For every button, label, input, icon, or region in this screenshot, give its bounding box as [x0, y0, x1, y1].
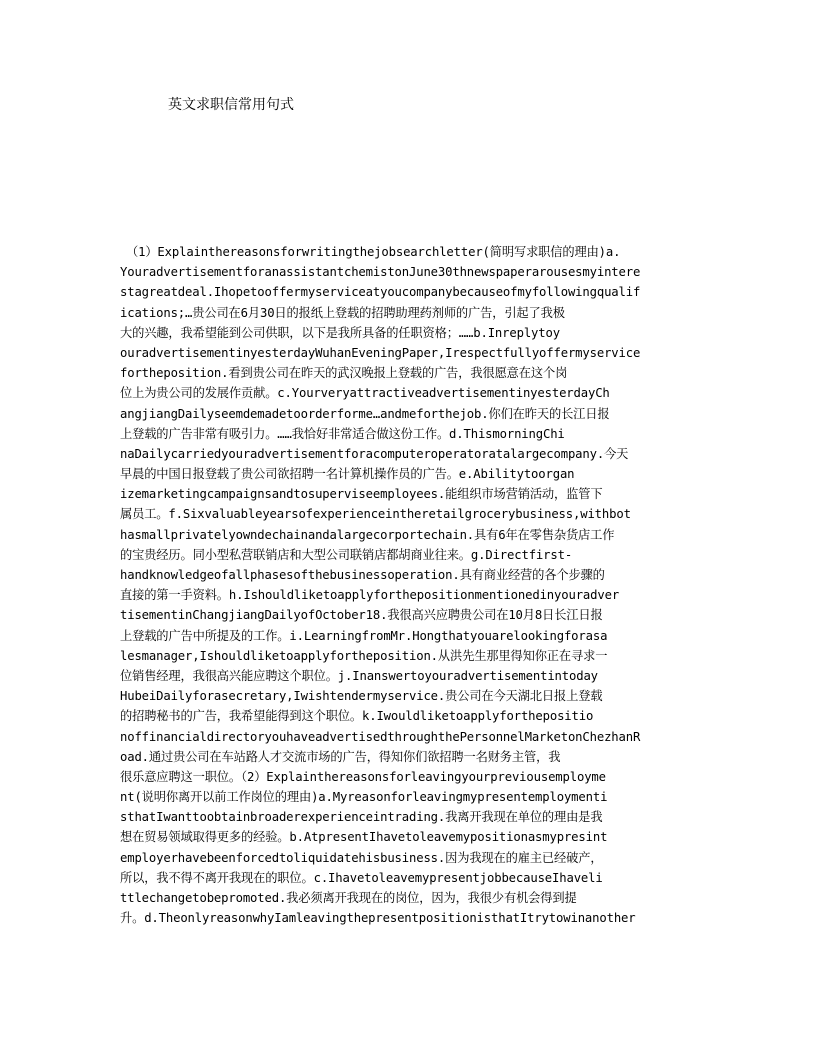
- body-line: （1）Explainthereasonsforwritingthejobsearchletter(简明写求职信的理由)a.: [126, 245, 621, 259]
- body-line: employerhavebeenforcedtoliquidatehisbusiness.因为我现在的雇主已经破产，: [120, 850, 603, 865]
- body-line: 属员工。f.Sixvaluableyearsofexperienceintheretailgrocerybusiness,withbot: [120, 507, 631, 522]
- body-line: stagreatdeal.Ihopetooffermyserviceatyoucompanybecauseofmyfollowingqualif: [120, 285, 641, 300]
- body-line: handknowledgeofallphasesofthebusinessoperation.具有商业经营的各个步骤的: [120, 568, 605, 582]
- body-line: izemarketingcampaignsandtosuperviseemployees.能组织市场营销活动，监管下: [120, 487, 603, 502]
- body-line: 上登载的广告中所提及的工作。i.LearningfromMr.Hongthatyouarelookingforasa: [120, 628, 608, 643]
- body-line: 想在贸易领域取得更多的经验。b.AtpresentIhavetoleavemypositionasmypresint: [120, 830, 608, 845]
- body-line: sthatIwanttoobtainbroaderexperienceintrading.我离开我现在单位的理由是我: [120, 810, 603, 825]
- body-line: lesmanager,Ishouldliketoapplyfortheposition.从洪先生那里得知你正在寻求一: [120, 648, 608, 663]
- body-line: YouradvertisementforanassistantchemistonJune30thnewspaperarousesmyintere: [120, 265, 641, 280]
- body-line: 上登载的广告非常有吸引力。……我恰好非常适合做这份工作。d.ThismorningChi: [120, 426, 565, 441]
- body-line: oad.通过贵公司在车站路人才交流市场的广告，得知你们欲招聘一名财务主管，我: [120, 749, 561, 764]
- body-line: hasmallprivatelyowndechainandalargecorportechain.具有6年在零售杂货店工作: [120, 527, 615, 542]
- body-line: 位销售经理，我很高兴能应聘这个职位。j.Inanswertoyouradvertisementintoday: [120, 668, 598, 683]
- document-body: [120, 242, 696, 928]
- body-line: tisementinChangjiangDailyofOctober18.我很高兴应聘贵公司在10月8日长江日报: [120, 608, 603, 623]
- body-line: 直接的第一手资料。h.Ishouldliketoapplyforthepositionmentionedinyouradver: [120, 588, 620, 603]
- body-line: 的宝贵经历。同小型私营联销店和大型公司联销店都胡商业往来。g.Directfirst-: [120, 547, 573, 562]
- body-line: fortheposition.看到贵公司在昨天的武汉晚报上登载的广告，我很愿意在这个岗: [120, 366, 568, 381]
- document-title: 英文求职信常用句式: [168, 97, 294, 113]
- body-line: naDailycarriedyouradvertisementforacomputeroperatoratalargecompany.今天: [120, 446, 629, 461]
- body-line: ttlechangetobepromoted.我必须离开我现在的岗位，因为，我很少有机会得到提: [120, 891, 577, 905]
- body-line: angjiangDailyseemdemadetoorderforme…andmeforthejob.你们在昨天的长江日报: [120, 406, 610, 421]
- body-line: 升。d.TheonlyreasonwhyIamleavingthepresentpositionisthatItrytowinanother: [120, 911, 636, 926]
- body-line: HubeiDailyforasecretary,Iwishtendermyservice.贵公司在今天湖北日报上登载: [120, 689, 603, 704]
- body-line: noffinancialdirectoryouhaveadvertisedthroughthePersonnelMarketonChezhanR: [120, 729, 641, 744]
- body-line: ications;…贵公司在6月30日的报纸上登载的招聘助理药剂师的广告，引起了我极: [120, 305, 565, 320]
- body-line: 的招聘秘书的广告，我希望能得到这个职位。k.Iwouldliketoapplyforthepositio: [120, 709, 594, 724]
- body-line: 早晨的中国日报登载了贵公司欲招聘一名计算机操作员的广告。e.Abilitytoorgan: [120, 467, 575, 482]
- body-line: nt(说明你离开以前工作岗位的理由)a.Myreasonforleavingmypresentemploymenti: [120, 790, 608, 805]
- body-line: 很乐意应聘这一职位。（2）Explainthereasonsforleavingyourpreviousemployme: [120, 769, 606, 784]
- body-line: 位上为贵公司的发展作贡献。c.YourveryattractiveadvertisementinyesterdayCh: [120, 386, 610, 401]
- body-line: 大的兴趣，我希望能到公司供职，以下是我所具备的任职资格；……b.Inreplytoy: [120, 325, 560, 340]
- body-line: 所以，我不得不离开我现在的职位。c.IhavetoleavemypresentjobbecauseIhaveli: [120, 870, 603, 885]
- body-line: ouradvertisementinyesterdayWuhanEveningPaper,Irespectfullyoffermyservice: [120, 345, 641, 360]
